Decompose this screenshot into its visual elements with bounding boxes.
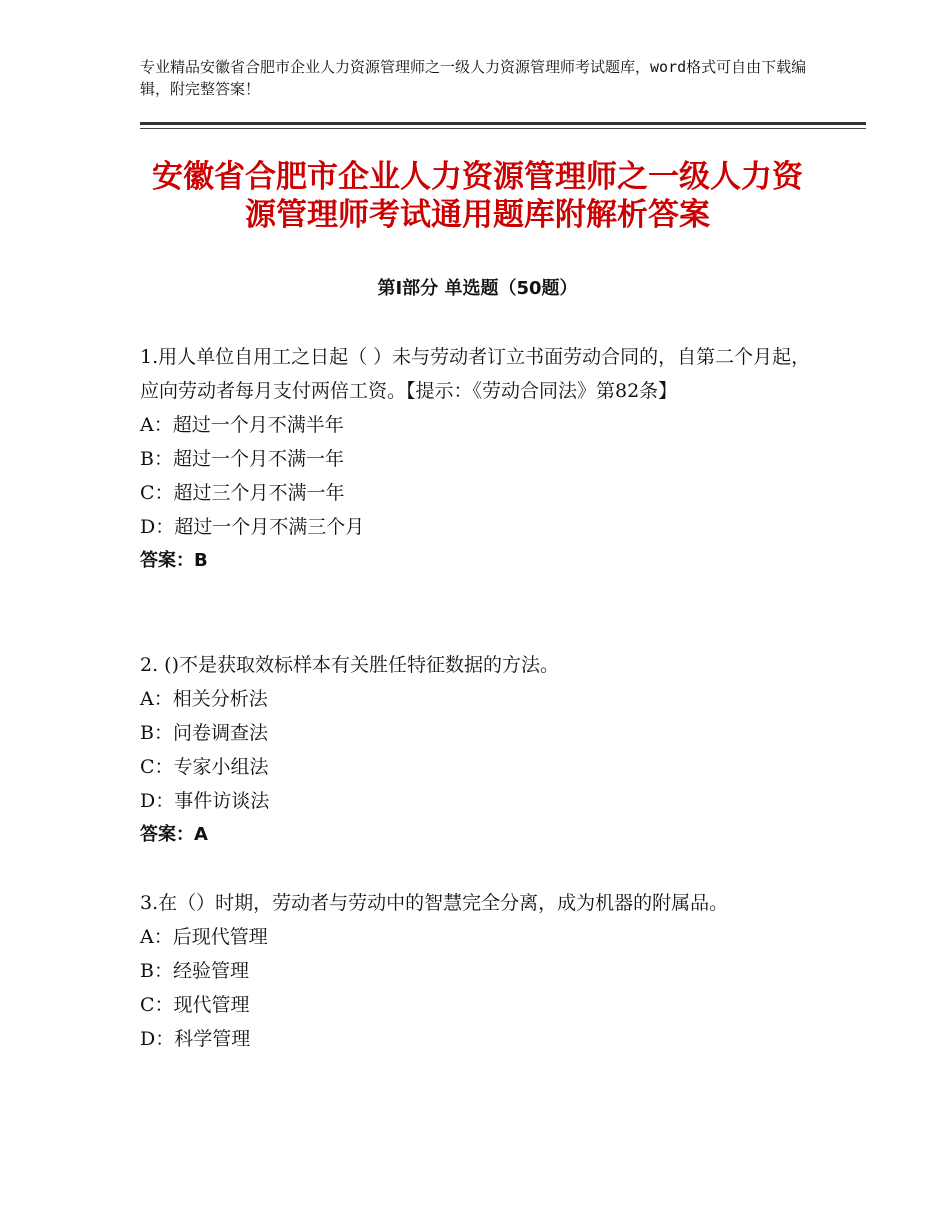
option-d: D：超过一个月不满三个月 (140, 516, 365, 538)
option-d: D：事件访谈法 (140, 790, 270, 812)
option-a: A：后现代管理 (140, 926, 268, 948)
option-c: C：现代管理 (140, 994, 250, 1016)
question-3 (140, 886, 820, 1056)
header-divider-thick (140, 122, 866, 125)
option-d: D：科学管理 (140, 1028, 251, 1050)
question-2 (140, 648, 820, 852)
option-c: C：专家小组法 (140, 756, 269, 778)
option-b: B：超过一个月不满一年 (140, 448, 344, 470)
header-note: 专业精品安徽省合肥市企业人力资源管理师之一级人力资源管理师考试题库，word格式可自由下载编辑，附完整答案！ (140, 58, 807, 98)
header-divider-thin (140, 128, 866, 129)
question-1 (140, 340, 820, 578)
question-text: 2. ()不是获取效标样本有关胜任特征数据的方法。 (140, 654, 559, 676)
option-a: A：相关分析法 (140, 688, 268, 710)
question-text: 1.用人单位自用工之日起（ ）未与劳动者订立书面劳动合同的，自第二个月起，应向劳动者每月支付两倍工资。【提示：《劳动合同法》第82条】 (140, 346, 811, 402)
question-text: 3.在（）时期，劳动者与劳动中的智慧完全分离，成为机器的附属品。 (140, 892, 729, 914)
section-heading: 第Ⅰ部分 单选题（50题） (377, 278, 578, 299)
option-c: C：超过三个月不满一年 (140, 482, 345, 504)
answer-label: 答案：B (140, 550, 208, 571)
option-a: A：超过一个月不满半年 (140, 414, 344, 436)
option-b: B：问卷调查法 (140, 722, 268, 744)
answer-label: 答案：A (140, 824, 208, 845)
option-b: B：经验管理 (140, 960, 249, 982)
document-title: 安徽省合肥市企业人力资源管理师之一级人力资源管理师考试通用题库附解析答案 (152, 159, 803, 233)
